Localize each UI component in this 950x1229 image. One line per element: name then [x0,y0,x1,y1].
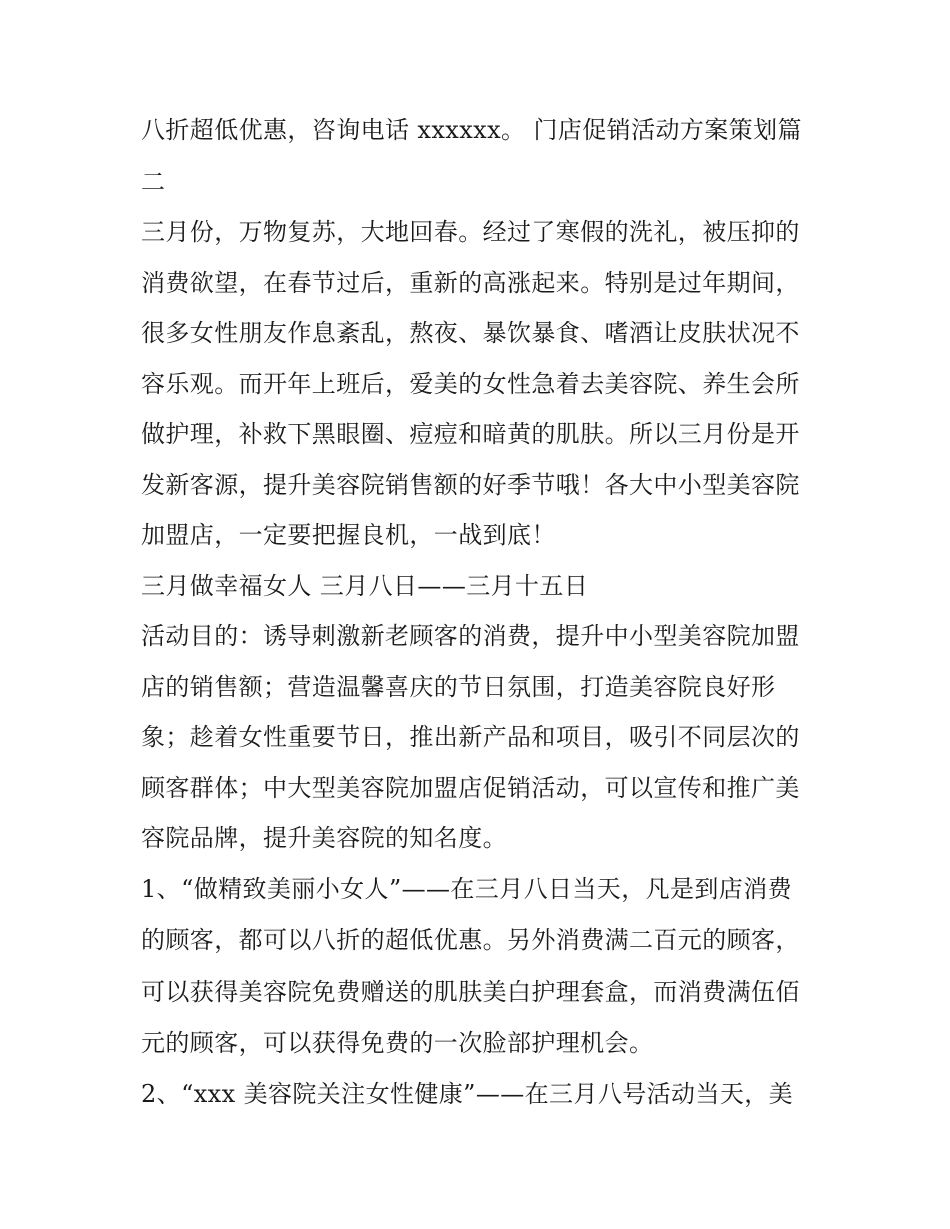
text-line: 容院品牌，提升美容院的知名度。 [141,824,507,852]
text-line: 消费欲望，在春节过后，重新的高涨起来。特别是过年期间， [141,269,800,297]
text-line: 象；趁着女性重要节日，推出新产品和项目，吸引不同层次的 [141,723,800,751]
text-line: 2、“xxx 美容院关注女性健康”——在三月八号活动当天，美 [141,1080,794,1108]
text-line: 顾客群体；中大型美容院加盟店促销活动，可以宣传和推广美 [141,774,800,802]
text-line: 1、“做精致美丽小女人”——在三月八日当天，凡是到店消费 [141,875,793,903]
text-line: 活动目的：诱导刺激新老顾客的消费，提升中小型美容院加盟 [141,622,800,650]
text-line: 店的销售额；营造温馨喜庆的节日氛围，打造美容院良好形 [141,673,776,701]
text-line: 的顾客，都可以八折的超低优惠。另外消费满二百元的顾客， [141,926,800,954]
text-line: 容乐观。而开年上班后，爱美的女性急着去美容院、养生会所 [141,370,800,398]
text-line: 二 [141,168,166,196]
text-line: 做护理，补救下黑眼圈、痘痘和暗黄的肌肤。所以三月份是开 [141,420,800,448]
text-line: 八折超低优惠，咨询电话 xxxxxx。 门店促销活动方案策划篇 [141,116,802,144]
text-line: 元的顾客，可以获得免费的一次脸部护理机会。 [141,1029,654,1057]
text-line: 发新客源，提升美容院销售额的好季节哦！各大中小型美容院 [141,471,800,499]
text-line: 很多女性朋友作息紊乱，熬夜、暴饮暴食、嗜酒让皮肤状况不 [141,319,800,347]
text-line: 三月份，万物复苏，大地回春。经过了寒假的洗礼，被压抑的 [141,218,800,246]
text-line: 三月做幸福女人 三月八日——三月十五日 [141,572,589,600]
text-line: 可以获得美容院免费赠送的肌肤美白护理套盒，而消费满伍佰 [141,978,800,1006]
text-line: 加盟店，一定要把握良机，一战到底！ [141,521,556,549]
